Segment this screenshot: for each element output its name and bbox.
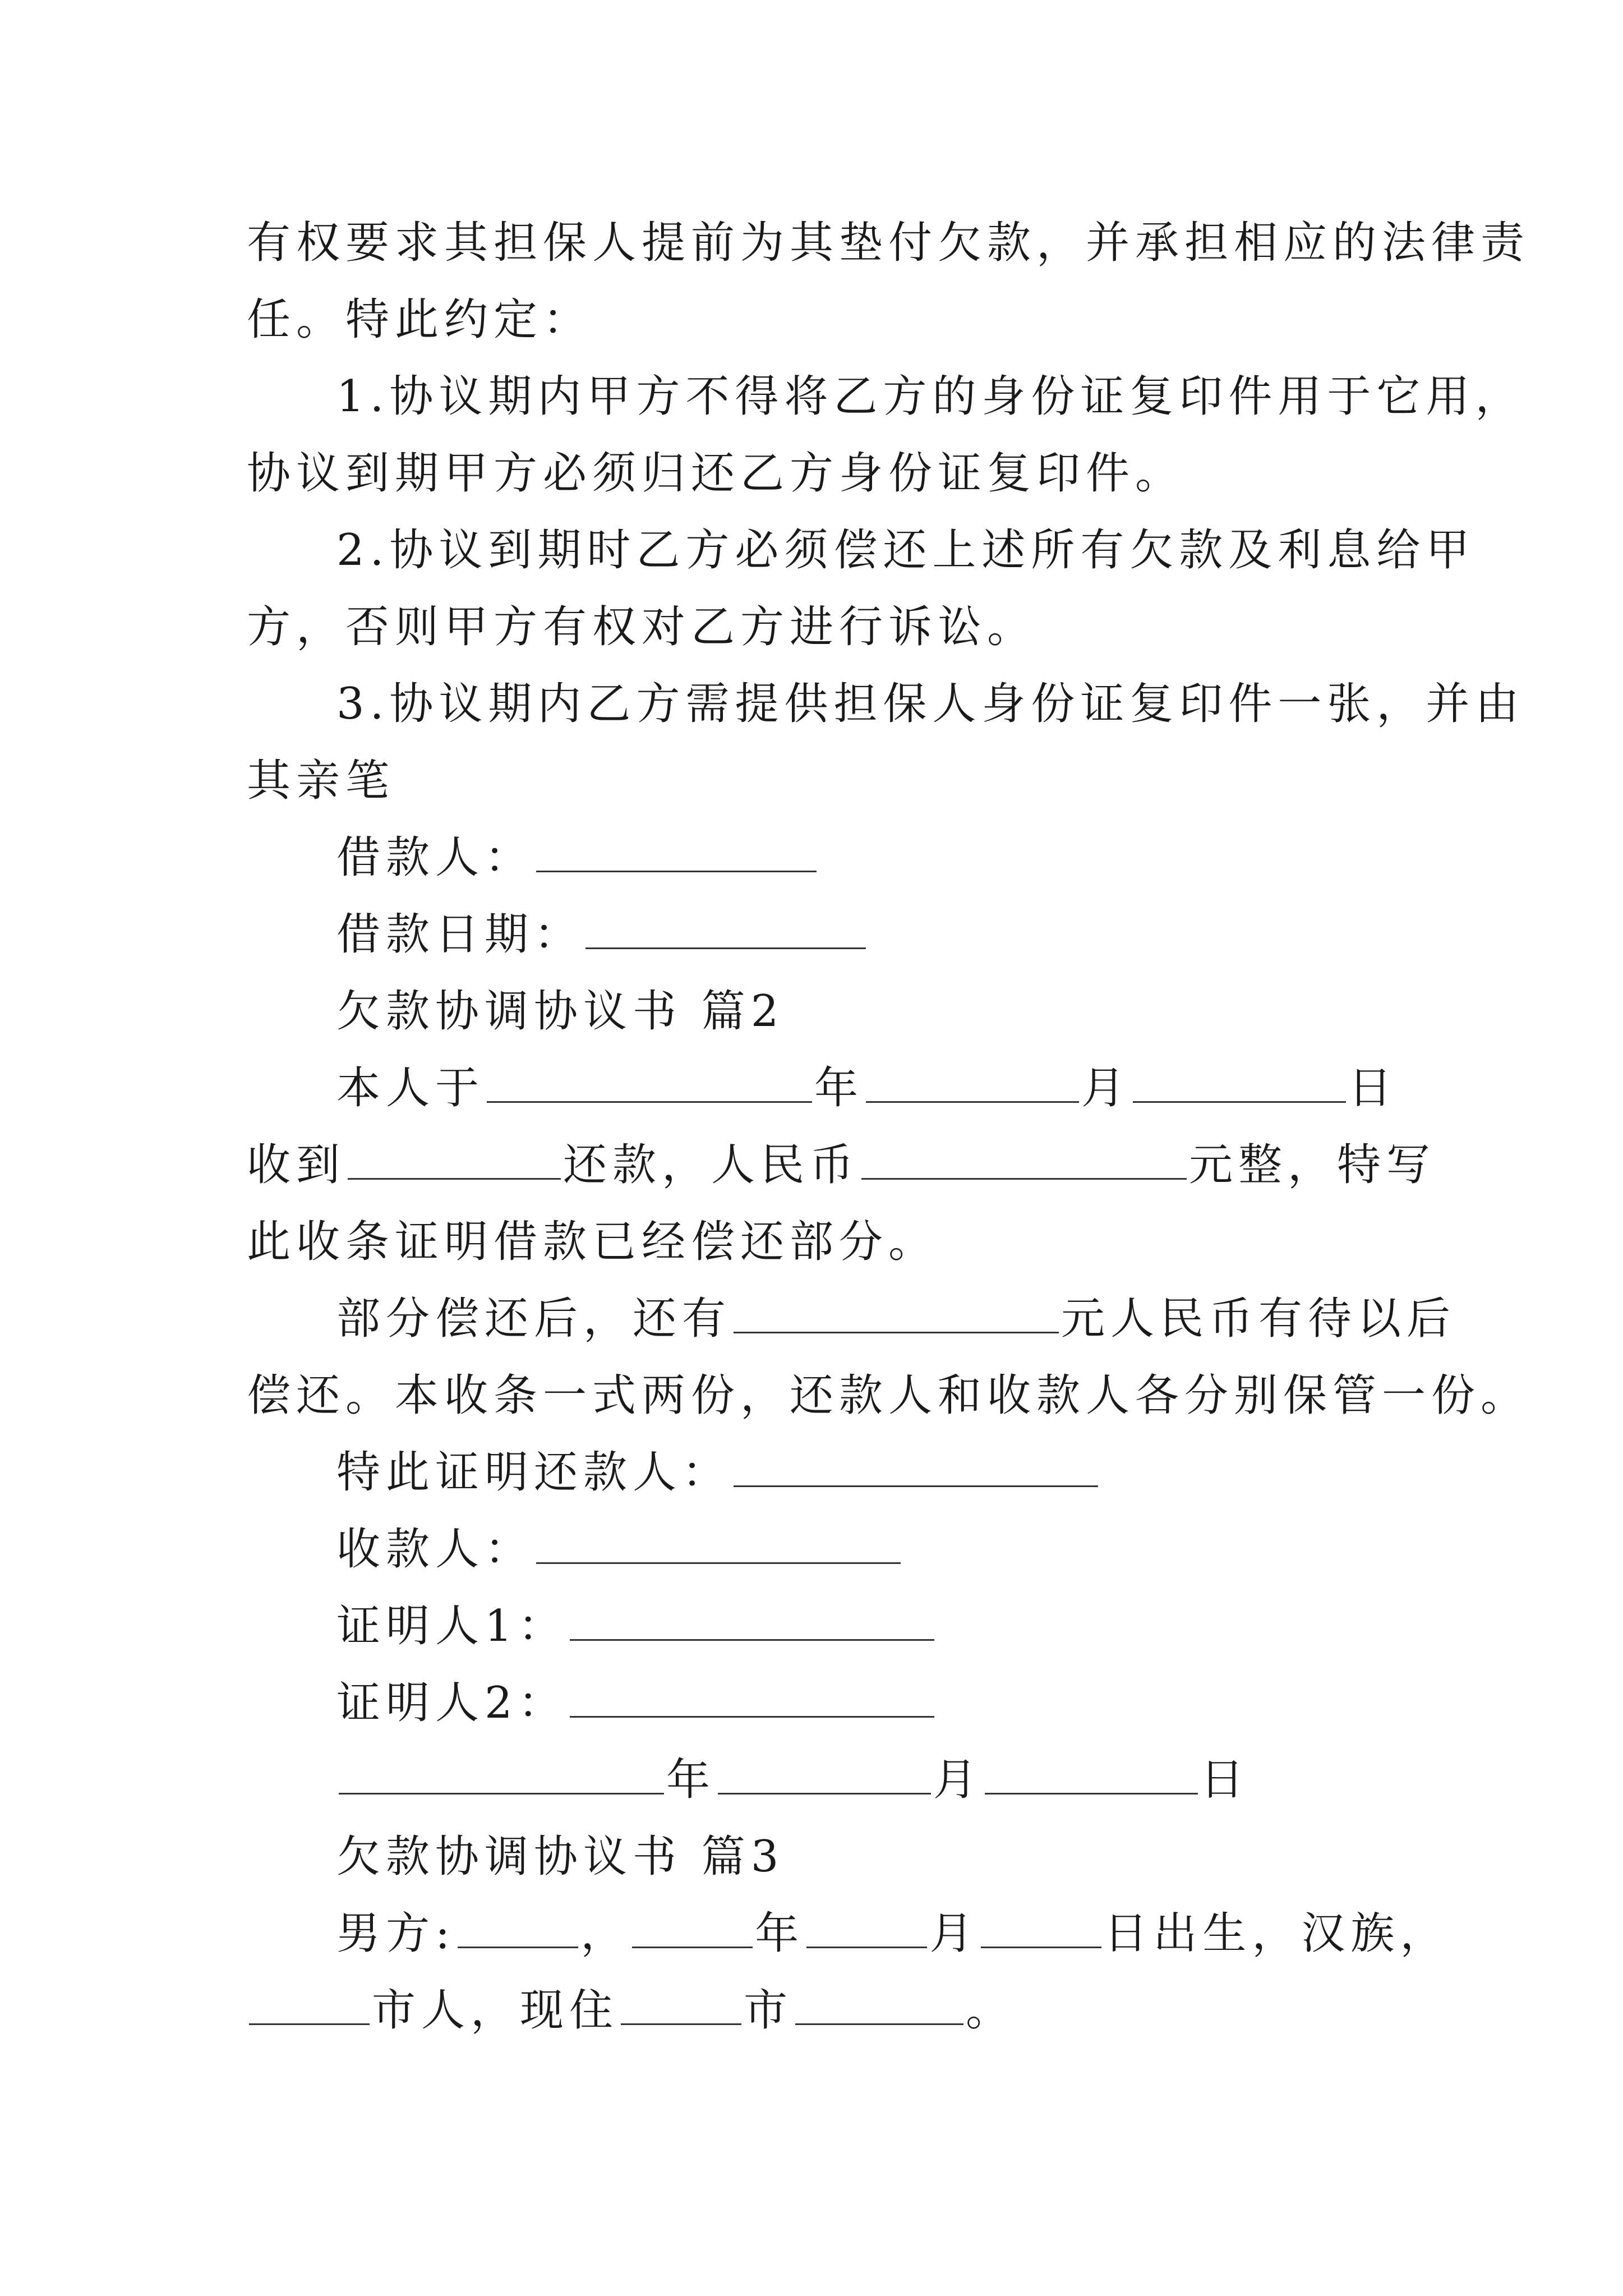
payee-label: 收款人： [336, 1524, 534, 1575]
remaining-line [247, 1281, 1456, 1358]
month-label: 月 [1081, 1063, 1131, 1114]
paragraph-line: 任。特此约定： [247, 295, 593, 345]
remaining-amount-blank[interactable] [734, 1295, 1059, 1333]
day-blank[interactable] [1133, 1064, 1346, 1103]
birth-month-blank[interactable] [806, 1910, 927, 1948]
date-month-blank[interactable] [718, 1756, 931, 1795]
comma: ， [580, 1908, 630, 1959]
receipt-line: 此收条证明借款已经偿还部分。 [247, 1217, 938, 1267]
city-person-label: 市人，现住 [372, 1985, 619, 2036]
period: 。 [966, 1985, 1016, 2036]
borrower-label: 借款人： [336, 832, 534, 883]
document-body [247, 205, 1530, 2049]
witness-1-label: 证明人1： [336, 1601, 568, 1651]
witness-2-label: 证明人2： [336, 1678, 568, 1728]
borrower-blank[interactable] [536, 834, 817, 872]
residence-city-blank[interactable] [621, 1986, 741, 2025]
witness-2-blank[interactable] [570, 1679, 934, 1718]
repayer-label: 特此证明还款人： [336, 1447, 732, 1498]
date-year-label: 年 [666, 1755, 716, 1805]
hometown-blank[interactable] [249, 1986, 370, 2025]
payee-signature-line [247, 1511, 1396, 1588]
repayer-signature-line [247, 1434, 1396, 1511]
receipt-line [247, 1127, 1436, 1204]
remaining-suffix: 元人民币有待以后 [1061, 1294, 1456, 1344]
borrower-signature-line [247, 820, 1396, 896]
year-blank[interactable] [487, 1064, 812, 1103]
birth-month-label: 月 [929, 1908, 979, 1959]
date-year-blank[interactable] [339, 1756, 664, 1795]
city-label: 市 [744, 1985, 794, 2036]
day-label: 日 [1348, 1063, 1398, 1114]
date-day-label: 日 [1200, 1755, 1250, 1805]
residence-address-blank[interactable] [795, 1986, 963, 2025]
birth-year-blank[interactable] [632, 1910, 753, 1948]
date-month-label: 月 [933, 1755, 983, 1805]
witness-2-line [247, 1665, 1396, 1742]
clause-2-line: 方，否则甲方有权对乙方进行诉讼。 [247, 602, 1037, 652]
male-name-blank[interactable] [458, 1910, 578, 1948]
birth-year-label: 年 [755, 1908, 805, 1959]
received-label: 收到 [247, 1140, 346, 1190]
birth-day-blank[interactable] [981, 1910, 1101, 1948]
payee-blank[interactable] [536, 1525, 901, 1564]
clause-1-line: 协议到期甲方必须归还乙方身份证复印件。 [247, 448, 1185, 499]
remaining-prefix: 部分偿还后，还有 [336, 1294, 732, 1344]
borrow-date-label: 借款日期： [336, 909, 584, 960]
repayment-source-blank[interactable] [348, 1141, 561, 1180]
male-party-line [247, 1972, 1396, 2049]
date-day-blank[interactable] [985, 1756, 1198, 1795]
male-party-line [247, 1895, 1450, 1972]
clause-3-line: 其亲笔 [247, 756, 395, 806]
repayment-label: 还款，人民币 [563, 1140, 860, 1190]
receipt-prefix: 本人于 [336, 1063, 485, 1114]
amount-blank[interactable] [861, 1141, 1187, 1180]
clause-2-line: 2.协议到期时乙方必须偿还上述所有欠款及利息给甲 [336, 525, 1476, 576]
remaining-line: 偿还。本收条一式两份，还款人和收款人各分别保管一份。 [247, 1370, 1530, 1421]
yuan-note: 元整，特写 [1189, 1140, 1436, 1190]
clause-1-line: 1.协议期内甲方不得将乙方的身份证复印件用于它用， [336, 371, 1525, 422]
month-blank[interactable] [866, 1064, 1079, 1103]
paragraph-line: 有权要求其担保人提前为其垫付欠款，并承担相应的法律责 [247, 218, 1530, 268]
male-label: 男方: [336, 1908, 456, 1959]
date-line [247, 1742, 1396, 1819]
birth-day-label: 日出生，汉族， [1104, 1908, 1450, 1959]
borrow-date-line [247, 896, 1396, 973]
receipt-line [247, 1050, 1396, 1127]
section-heading: 欠款协调协议书 篇2 [336, 986, 785, 1037]
section-heading: 欠款协调协议书 篇3 [336, 1832, 785, 1882]
borrow-date-blank[interactable] [585, 910, 866, 949]
year-label: 年 [814, 1063, 864, 1114]
repayer-blank[interactable] [734, 1448, 1098, 1487]
witness-1-blank[interactable] [570, 1602, 934, 1641]
clause-3-line: 3.协议期内乙方需提供担保人身份证复印件一张，并由 [336, 679, 1525, 729]
witness-1-line [247, 1588, 1396, 1665]
